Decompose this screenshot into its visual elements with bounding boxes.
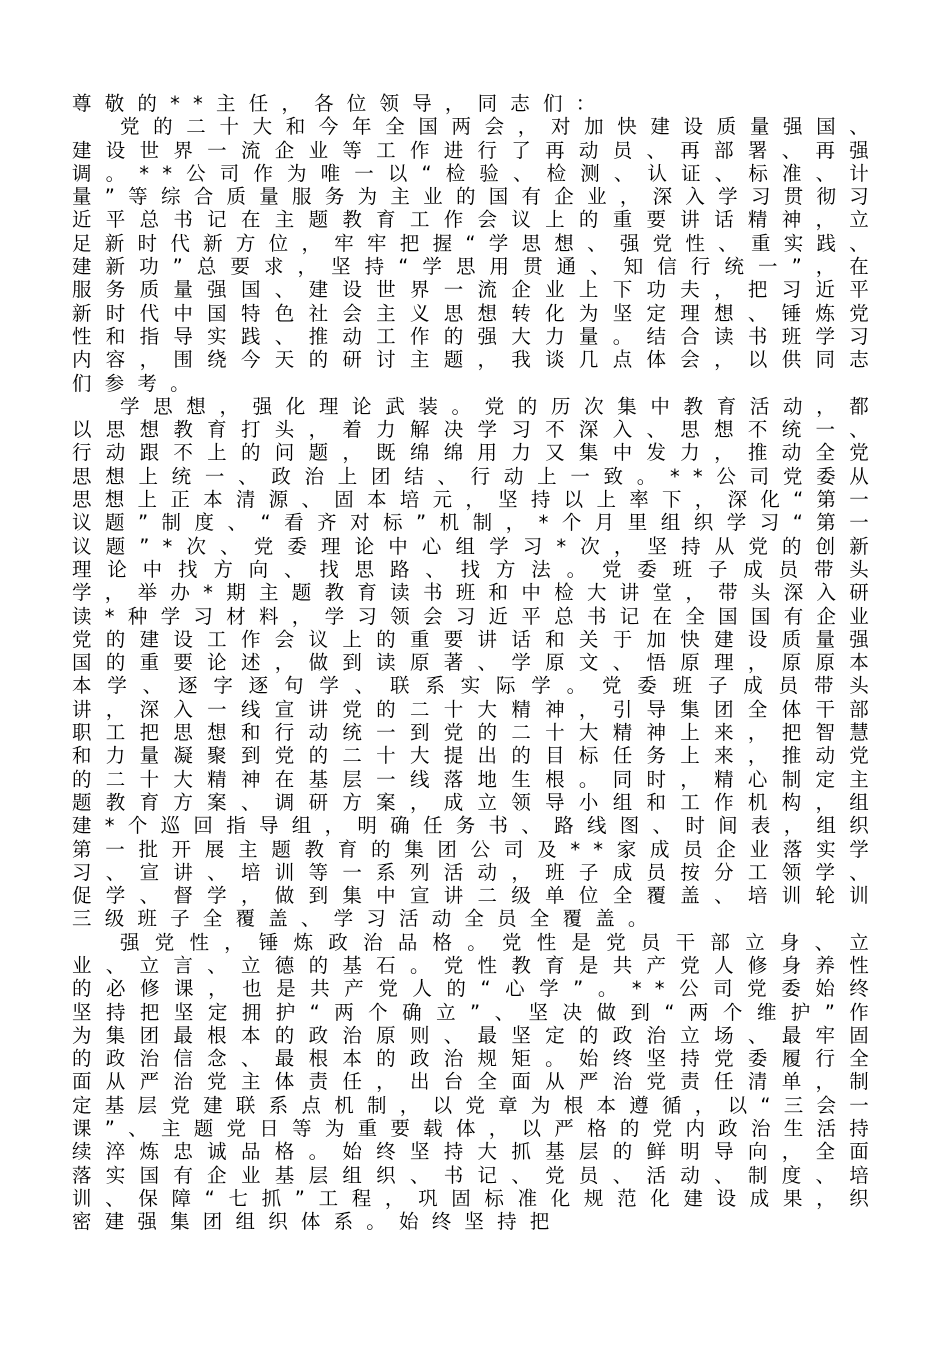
paragraph-party-spirit: 强党性，锤炼政治品格。党性是党员干部立身、立业、立言、立德的基石。党性教育是共产党人修身养性的必修课，也是共产党人的“心学”。**公司党委始终坚持把坚定拥护“两个确立”、坚决做到“两个维护”作为集团最根本的政治原则、最坚定的政治立场、最牢固的政治信念、最根本的政治规矩。始终坚持党委履行全面从严治党主体责任，出台全面从严治党责任清单，制定基层党建联系点机制，以党章为根本遵循，以“三会一课”、主题党日等为重要载体，以严格的党内政治生活持续淬炼忠诚品格。始终坚持大抓基层的鲜明导向，全面落实国有企业基层组织、书记、党员、活动、制度、培训、保障“七抓”工程，巩固标准化规范化建设成果，织密建强集团组织体系。始终坚持把 [72, 930, 882, 1234]
paragraph-study-thought: 学思想，强化理论武装。党的历次集中教育活动，都以思想教育打头，着力解决学习不深入、思想不统一、行动跟不上的问题，既绵绵用力又集中发力，推动全党思想上统一、政治上团结、行动上一致。**公司党委从思想上正本清源、固本培元，坚持以上率下，深化“第一议题”制度、“看齐对标”机制，*个月里组织学习“第一议题”*次、党委理论中心组学习*次，坚持从党的创新理论中找方向、找思路、找方法。党委班子成员带头学，举办*期主题教育读书班和中检大讲堂，带头深入研读*种学习材料，学习领会习近平总书记在全国国有企业党的建设工作会议上的重要讲话和关于加快建设质量强国的重要论述，做到读原著、学原文、悟原理，原原本本学、逐字逐句学、联系实际学。党委班子成员带头讲，深入一线宣讲党的二十大精神，引导集团全体干部职工把思想和行动统一到党的二十大精神上来，把智慧和力量凝聚到党的二十大提出的目标任务上来，推动党的二十大精神在基层一线落地生根。同时，精心制定主题教育方案、调研方案，成立领导小组和工作机构，组建*个巡回指导组，明确任务书、路线图、时间表，组织第一批开展主题教育的集团公司及**家成员企业落实学习、宣讲、培训等一系列活动，班子成员按分工领学、促学、督学，做到集中宣讲二级单位全覆盖、培训轮训三级班子全覆盖、学习活动全员全覆盖。 [72, 394, 882, 931]
salutation: 尊敬的**主任，各位领导，同志们： [72, 92, 609, 115]
document-page [72, 92, 882, 1234]
paragraph-intro: 党的二十大和今年全国两会，对加快建设质量强国、建设世界一流企业等工作进行了再动员、再部署、再强调。**公司作为唯一以“检验、检测、认证、标准、计量”等综合质量服务为主业的国有企业，深入学习贯彻习近平总书记在主题教育工作会议上的重要讲话精神，立足新时代新方位，牢牢把握“学思想、强党性、重实践、建新功”总要求，坚持“学思用贯通、知信行统一”，在服务质量强国、建设世界一流企业上下功夫，把习近平新时代中国特色社会主义思想转化为坚定理想、锤炼党性和指导实践、推动工作的强大力量。结合读书班学习内容，围绕今天的研讨主题，我谈几点体会，以供同志们参考。 [72, 115, 882, 395]
